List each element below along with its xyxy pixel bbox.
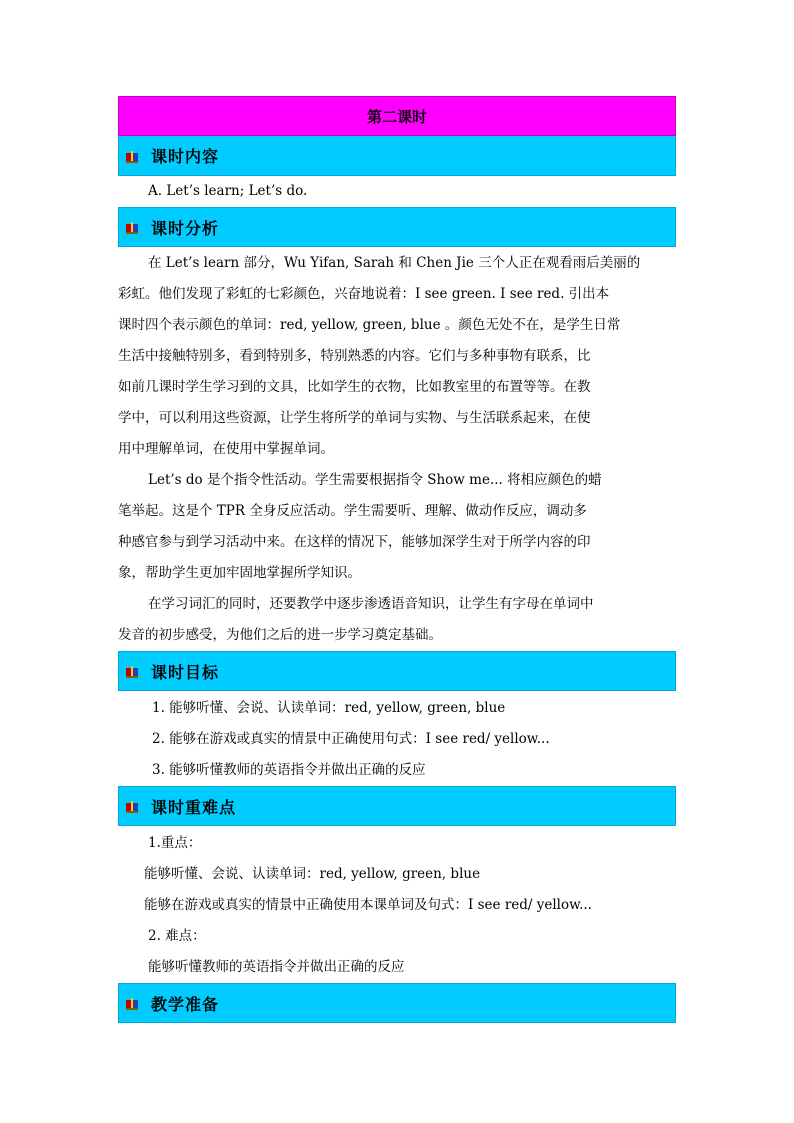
paragraph-line: 发音的初步感受，为他们之后的进一步学习奠定基础。 [118,627,442,643]
paragraph-line: 学中，可以利用这些资源，让学生将所学的单词与实物、与生活联系起来，在使 [118,410,591,426]
paragraph-line: 在学习词汇的同时，还要教学中逐步渗透语音知识，让学生有字母在单词中 [148,596,594,612]
book-bullet-icon [125,799,139,813]
book-bullet-icon [125,996,139,1010]
paragraph-line: 彩虹。他们发现了彩虹的七彩颜色，兴奋地说着：I see green. I see red. 引出本 [118,286,610,302]
focus-item: 能够在游戏或真实的情景中正确使用本课单词及句式：I see red/ yellow... [144,897,592,913]
goal-item: 1. 能够听懂、会说、认读单词：red, yellow, green, blue [152,700,506,716]
paragraph-line: Let’s do 是个指令性活动。学生需要根据指令 Show me... 将相应颜色的蜡 [148,472,602,488]
book-bullet-icon [125,149,139,163]
section-heading: 课时分析 [151,218,220,238]
difficulty-label: 2. 难点： [148,928,206,944]
section-header-keypoints [118,786,676,826]
content-text: A. Let’s learn; Let’s do. [148,183,308,199]
section-body-content [118,176,676,207]
section-heading: 教学准备 [151,994,220,1014]
section-body-analysis [118,247,676,651]
book-bullet-icon [125,220,139,234]
section-heading: 课时目标 [151,662,220,682]
focus-item: 能够听懂、会说、认读单词：red, yellow, green, blue [144,866,481,882]
page-title: 第二课时 [118,96,676,136]
section-header-goals [118,651,676,691]
paragraph-line: 用中理解单词，在使用中掌握单词。 [118,441,334,457]
paragraph-line: 象，帮助学生更加牢固地掌握所学知识。 [118,565,361,581]
paragraph-line: 如前几课时学生学习到的文具，比如学生的衣物，比如教室里的布置等等。在教 [118,379,591,395]
paragraph-line: 课时四个表示颜色的单词：red, yellow, green, blue 。颜色无处不在，是学生日常 [118,317,621,333]
paragraph-line: 种感官参与到学习活动中来。在这样的情况下，能够加深学生对于所学内容的印 [118,534,591,550]
section-heading: 课时重难点 [151,797,237,817]
section-header-prep [118,983,676,1023]
focus-label: 1.重点： [148,835,202,851]
goal-item: 3. 能够听懂教师的英语指令并做出正确的反应 [152,762,426,778]
goal-item: 2. 能够在游戏或真实的情景中正确使用句式：I see red/ yellow... [152,731,550,747]
section-body-goals [118,691,676,786]
section-heading: 课时内容 [151,147,220,166]
book-bullet-icon [125,664,139,678]
paragraph-line: 笔举起。这是个 TPR 全身反应活动。学生需要听、理解、做动作反应，调动多 [118,503,587,519]
paragraph-line: 生活中接触特别多，看到特别多，特别熟悉的内容。它们与多种事物有联系，比 [118,348,591,364]
section-header-analysis [118,207,676,247]
difficulty-item: 能够听懂教师的英语指令并做出正确的反应 [148,959,405,975]
lesson-plan-page [118,96,676,1023]
section-body-keypoints [118,826,676,983]
section-header-content [118,136,676,176]
paragraph-line: 在 Let’s learn 部分，Wu Yifan, Sarah 和 Chen Jie 三个人正在观看雨后美丽的 [148,255,641,271]
